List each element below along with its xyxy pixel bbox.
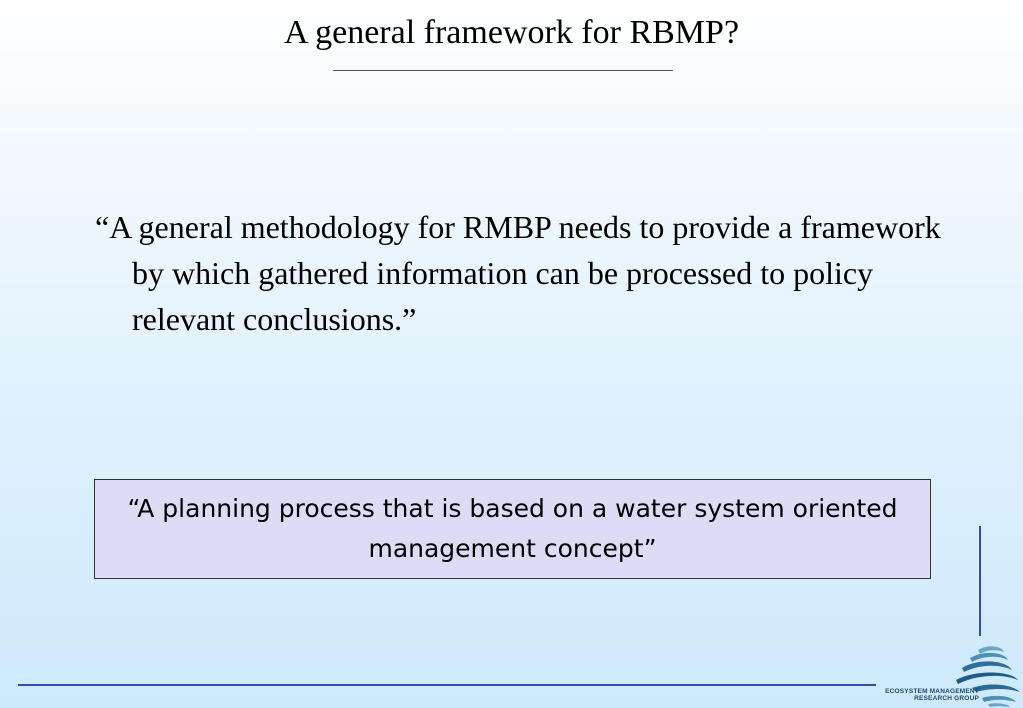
logo-text-line1: ECOSYSTEM MANAGEMENT	[885, 688, 979, 695]
vertical-divider	[979, 526, 981, 636]
slide-title: A general framework for RBMP?	[283, 14, 740, 51]
organization-logo	[878, 644, 1023, 708]
highlight-box-text: “A planning process that is based on a water system oriented management concept”	[127, 494, 898, 563]
quote-text: “A general methodology for RMBP needs to provide a framework by which gathered information can be processed to policy relevant conclusions.”	[95, 209, 941, 337]
highlight-box	[94, 479, 931, 579]
title-underline	[333, 70, 673, 71]
logo-text-line2: RESEARCH GROUP	[914, 695, 979, 702]
footer-divider	[18, 684, 876, 686]
